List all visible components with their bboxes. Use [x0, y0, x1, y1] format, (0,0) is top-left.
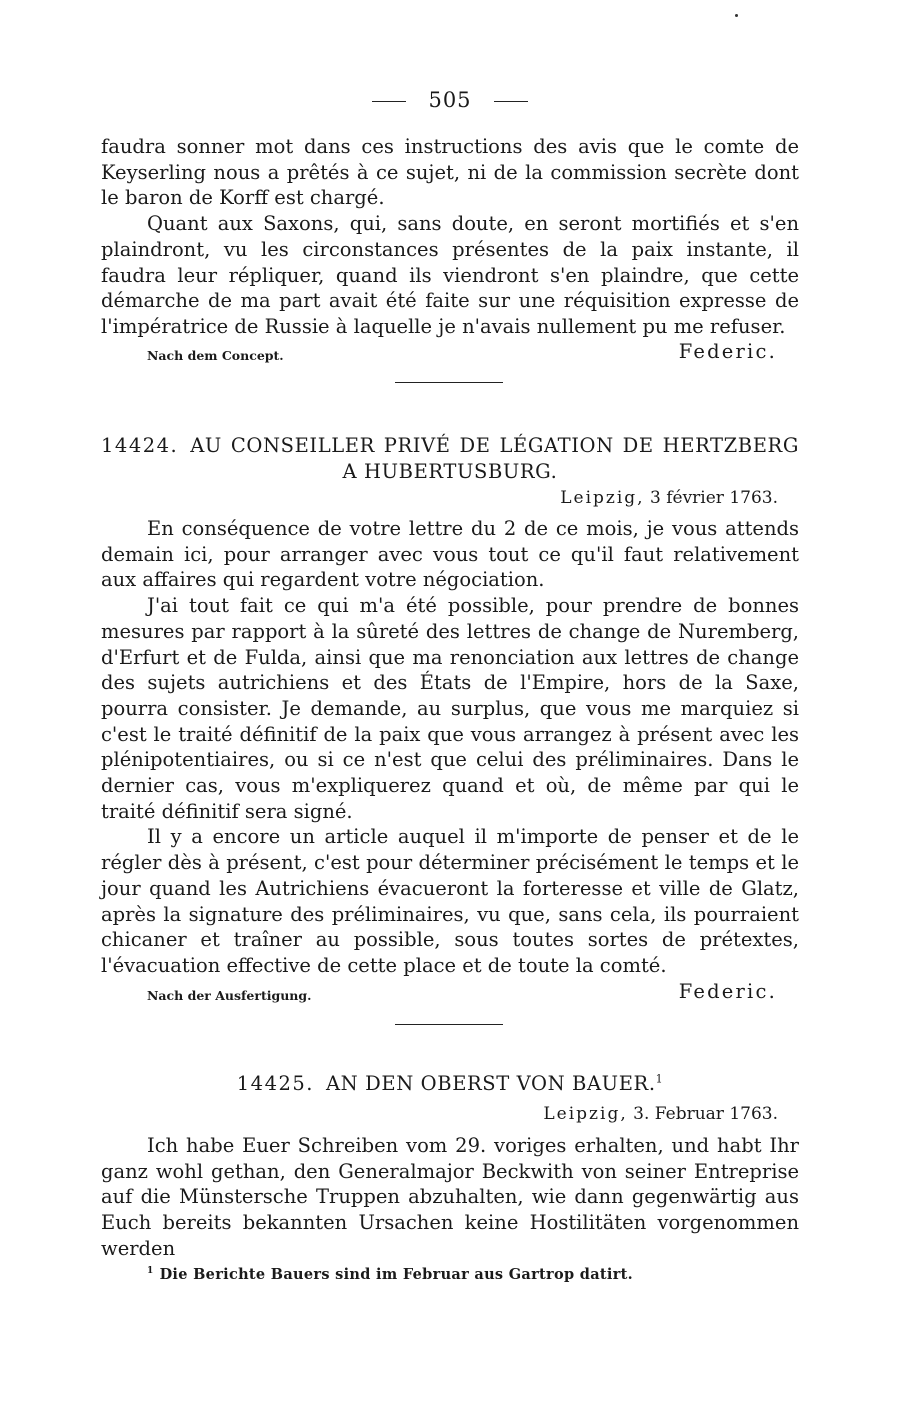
source-note: Nach der Ausfertigung.	[147, 988, 312, 1003]
continuation-text	[101, 134, 799, 340]
letter-title: AN DEN OBERST VON BAUER.	[326, 1072, 656, 1095]
paragraph: Quant aux Saxons, qui, sans doute, en seront mortifiés et s'en plaindront, vu les circonstances présentes de la paix instante, il faudra leur répliquer, quand ils viendront s'en plaindre, que cette démarche de ma part avait été faite sur une réquisition expresse de l'impératrice de Russie à laquelle je n'avais nullement pu me refuser.	[101, 212, 799, 338]
letter-number: 14424.	[101, 434, 179, 457]
source-note: Nach dem Concept.	[147, 348, 284, 363]
letter-body-14424	[101, 516, 799, 979]
dateline-date: 3 février 1763.	[650, 488, 778, 508]
page-number-value: 505	[428, 88, 472, 112]
paragraph: faudra sonner mot dans ces instructions des avis que le comte de Keyserling nous a prêtés à ce sujet, ni de la commission secrète dont le baron de Korff est chargé.	[101, 135, 799, 210]
letter-heading-14424	[101, 433, 799, 484]
section-divider	[395, 382, 503, 383]
paragraph: En conséquence de votre lettre du 2 de ce mois, je vous attends demain ici, pour arranger avec vous tout ce qu'il faut relativement aux affaires qui regardent votre négociation.	[101, 517, 799, 592]
dateline-date: 3. Februar 1763.	[633, 1104, 778, 1124]
paragraph: J'ai tout fait ce qui m'a été possible, pour prendre de bonnes mesures par rapport à la sûreté des lettres de change de Nuremberg, d'Erfurt et de Fulda, ainsi que ma renonciation aux lettres de change des sujets autrichiens et des États de l'Empire, hors de la Saxe, pourra consister. Je demande, au surplus, que vous me marquiez si c'est le traité définitif de la paix que vous arrangez à présent avec les plénipotentiaires, ou si ce n'est que celui des préliminaires. Dans le dernier cas, vous m'expliquerez quand et où, de même par qui le traité définitif sera signé.	[101, 594, 799, 823]
signature: Federic.	[678, 340, 777, 363]
signoff-top	[147, 340, 777, 368]
dateline-14424	[560, 488, 778, 508]
paragraph: Il y a encore un article auquel il m'importe de penser et de le régler dès à présent, c'est pour déterminer précisément le temps et le jour quand les Autrichiens évacueront la forteresse et ville de Glatz, après la signature des préliminaires, vu que, sans cela, ils pourraient chicaner et traîner au possible, sous toutes sortes de prétextes, l'évacuation effective de cette place et de toute la comté.	[101, 825, 799, 977]
letter-number: 14425.	[236, 1072, 314, 1095]
letter-heading-14425	[101, 1072, 799, 1095]
letter-body-14425	[101, 1133, 799, 1262]
footnote-mark: 1	[147, 1266, 154, 1277]
scan-speck	[735, 14, 738, 17]
page-number-dash-left	[372, 101, 406, 102]
letter-title: AU CONSEILLER PRIVÉ DE LÉGATION DE HERTZBERG A HUBERTUSBURG.	[190, 434, 799, 483]
dateline-14425	[543, 1104, 778, 1124]
signature: Federic.	[678, 980, 777, 1003]
page-number-dash-right	[494, 101, 528, 102]
paragraph: Ich habe Euer Schreiben vom 29. voriges erhalten, und habt Ihr ganz wohl gethan, den Generalmajor Beckwith von seiner Entreprise auf die Münstersche Truppen abzuhalten, wie dann gegenwärtig aus Euch bereits bekannten Ursachen keine Hostilitäten vorgenommen werden	[101, 1134, 799, 1260]
footnote-text: Die Berichte Bauers sind im Februar aus Gartrop datirt.	[159, 1266, 633, 1283]
dateline-place: Leipzig,	[560, 488, 645, 508]
page-number	[0, 88, 900, 112]
footnote-reference: 1	[655, 1072, 664, 1086]
footnote	[147, 1266, 797, 1283]
signoff-14424	[147, 980, 777, 1008]
dateline-place: Leipzig,	[543, 1104, 628, 1124]
section-divider	[395, 1024, 503, 1025]
